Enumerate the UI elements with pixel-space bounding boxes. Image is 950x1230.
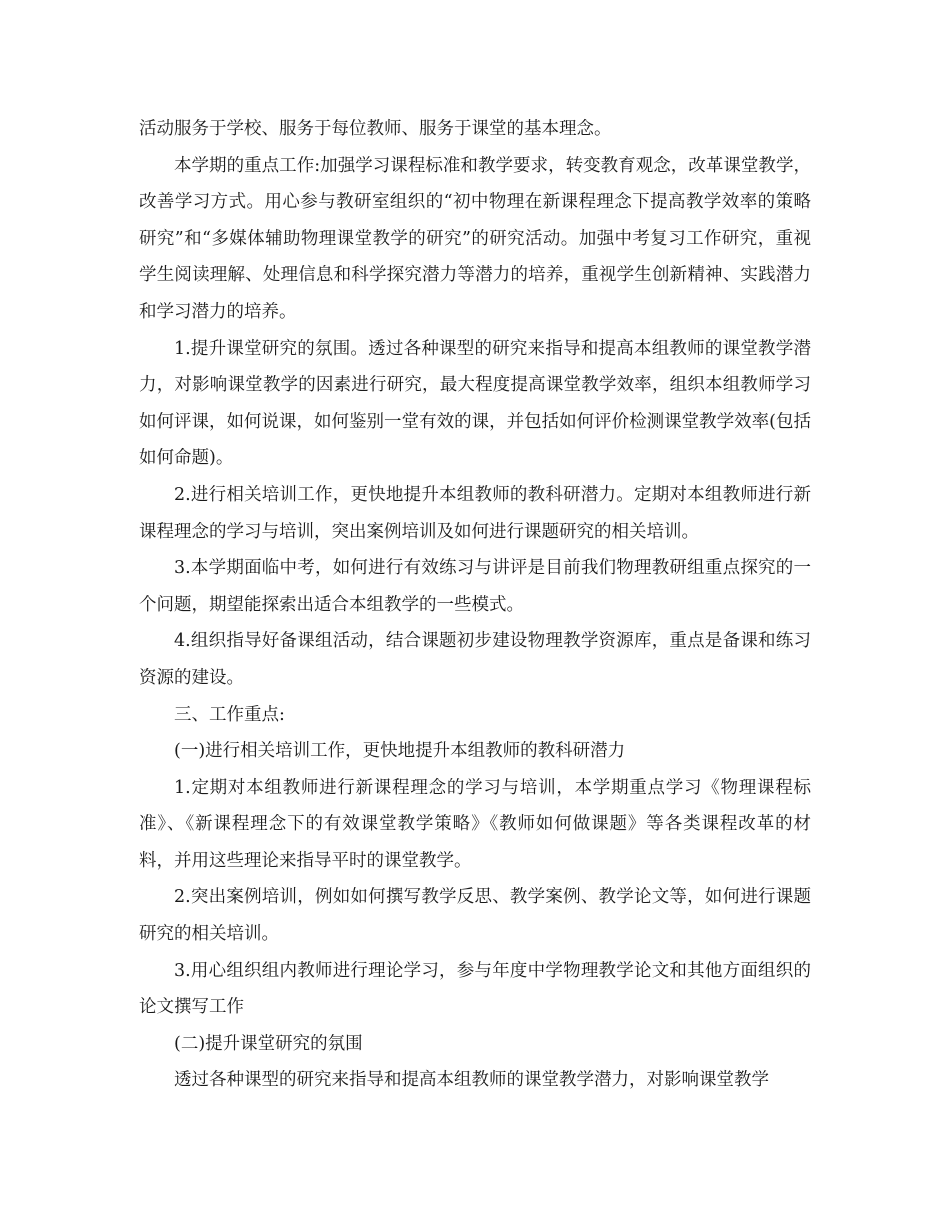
paragraph-continuation: 活动服务于学校、服务于每位教师、服务于课堂的基本理念。 xyxy=(139,119,612,139)
subsection-heading-classroom-research: (二)提升课堂研究的氛围 xyxy=(174,1033,363,1054)
paragraph-item-3: 3.本学期面临中考，如何进行有效练习与讲评是目前我们物理教研组重点探究的一个问题，期望能探索出适合本组教学的一些模式。 xyxy=(139,558,811,615)
paragraph-training-2: 2.突出案例培训，例如如何撰写教学反思、教学案例、教学论文等，如何进行课题研究的相关培训。 xyxy=(139,887,811,945)
section-heading-work-focus: 三、工作重点: xyxy=(174,704,285,725)
paragraph-item-4: 4.组织指导好备课组活动，结合课题初步建设物理教学资源库，重点是备课和练习资源的建设。 xyxy=(139,631,811,688)
subsection-heading-training: (一)进行相关培训工作，更快地提升本组教师的教科研潜力 xyxy=(174,741,626,762)
paragraph-item-1: 1.提升课堂研究的氛围。透过各种课型的研究来指导和提高本组教师的课堂教学潜力，对影响课堂教学的因素进行研究，最大程度提高课堂教学效率，组织本组教师学习如何评课，如何说课，如何鉴别一堂有效的课，并包括如何评价检测课堂教学效率(包括如何命题)。 xyxy=(139,338,811,469)
paragraph-training-1: 1.定期对本组教师进行新课程理念的学习与培训，本学期重点学习《物理课程标准》、《新课程理念下的有效课堂教学策略》《教师如何做课题》等各类课程改革的材料，并用这些理论来指导平时的课堂教学。 xyxy=(139,777,811,871)
paragraph-training-3: 3.用心组织组内教师进行理论学习，参与年度中学物理教学论文和其他方面组织的论文撰写工作 xyxy=(139,960,811,1018)
paragraph-semester-focus: 本学期的重点工作:加强学习课程标准和教学要求，转变教育观念，改革课堂教学，改善学习方式。用心参与教研室组织的“初中物理在新课程理念下提高教学效率的策略研究”和“多媒体辅助物理课堂教学的研究”的研究活动。加强中考复习工作研究，重视学生阅读理解、处理信息和科学探究潜力等潜力的培养，重视学生创新精神、实践潜力和学习潜力的培养。 xyxy=(139,155,811,322)
paragraph-classroom-research: 透过各种课型的研究来指导和提高本组教师的课堂教学潜力，对影响课堂教学 xyxy=(174,1070,769,1091)
document-body xyxy=(139,111,811,1099)
paragraph-item-2: 2.进行相关培训工作，更快地提升本组教师的教科研潜力。定期对本组教师进行新课程理念的学习与培训，突出案例培训及如何进行课题研究的相关培训。 xyxy=(139,484,811,542)
